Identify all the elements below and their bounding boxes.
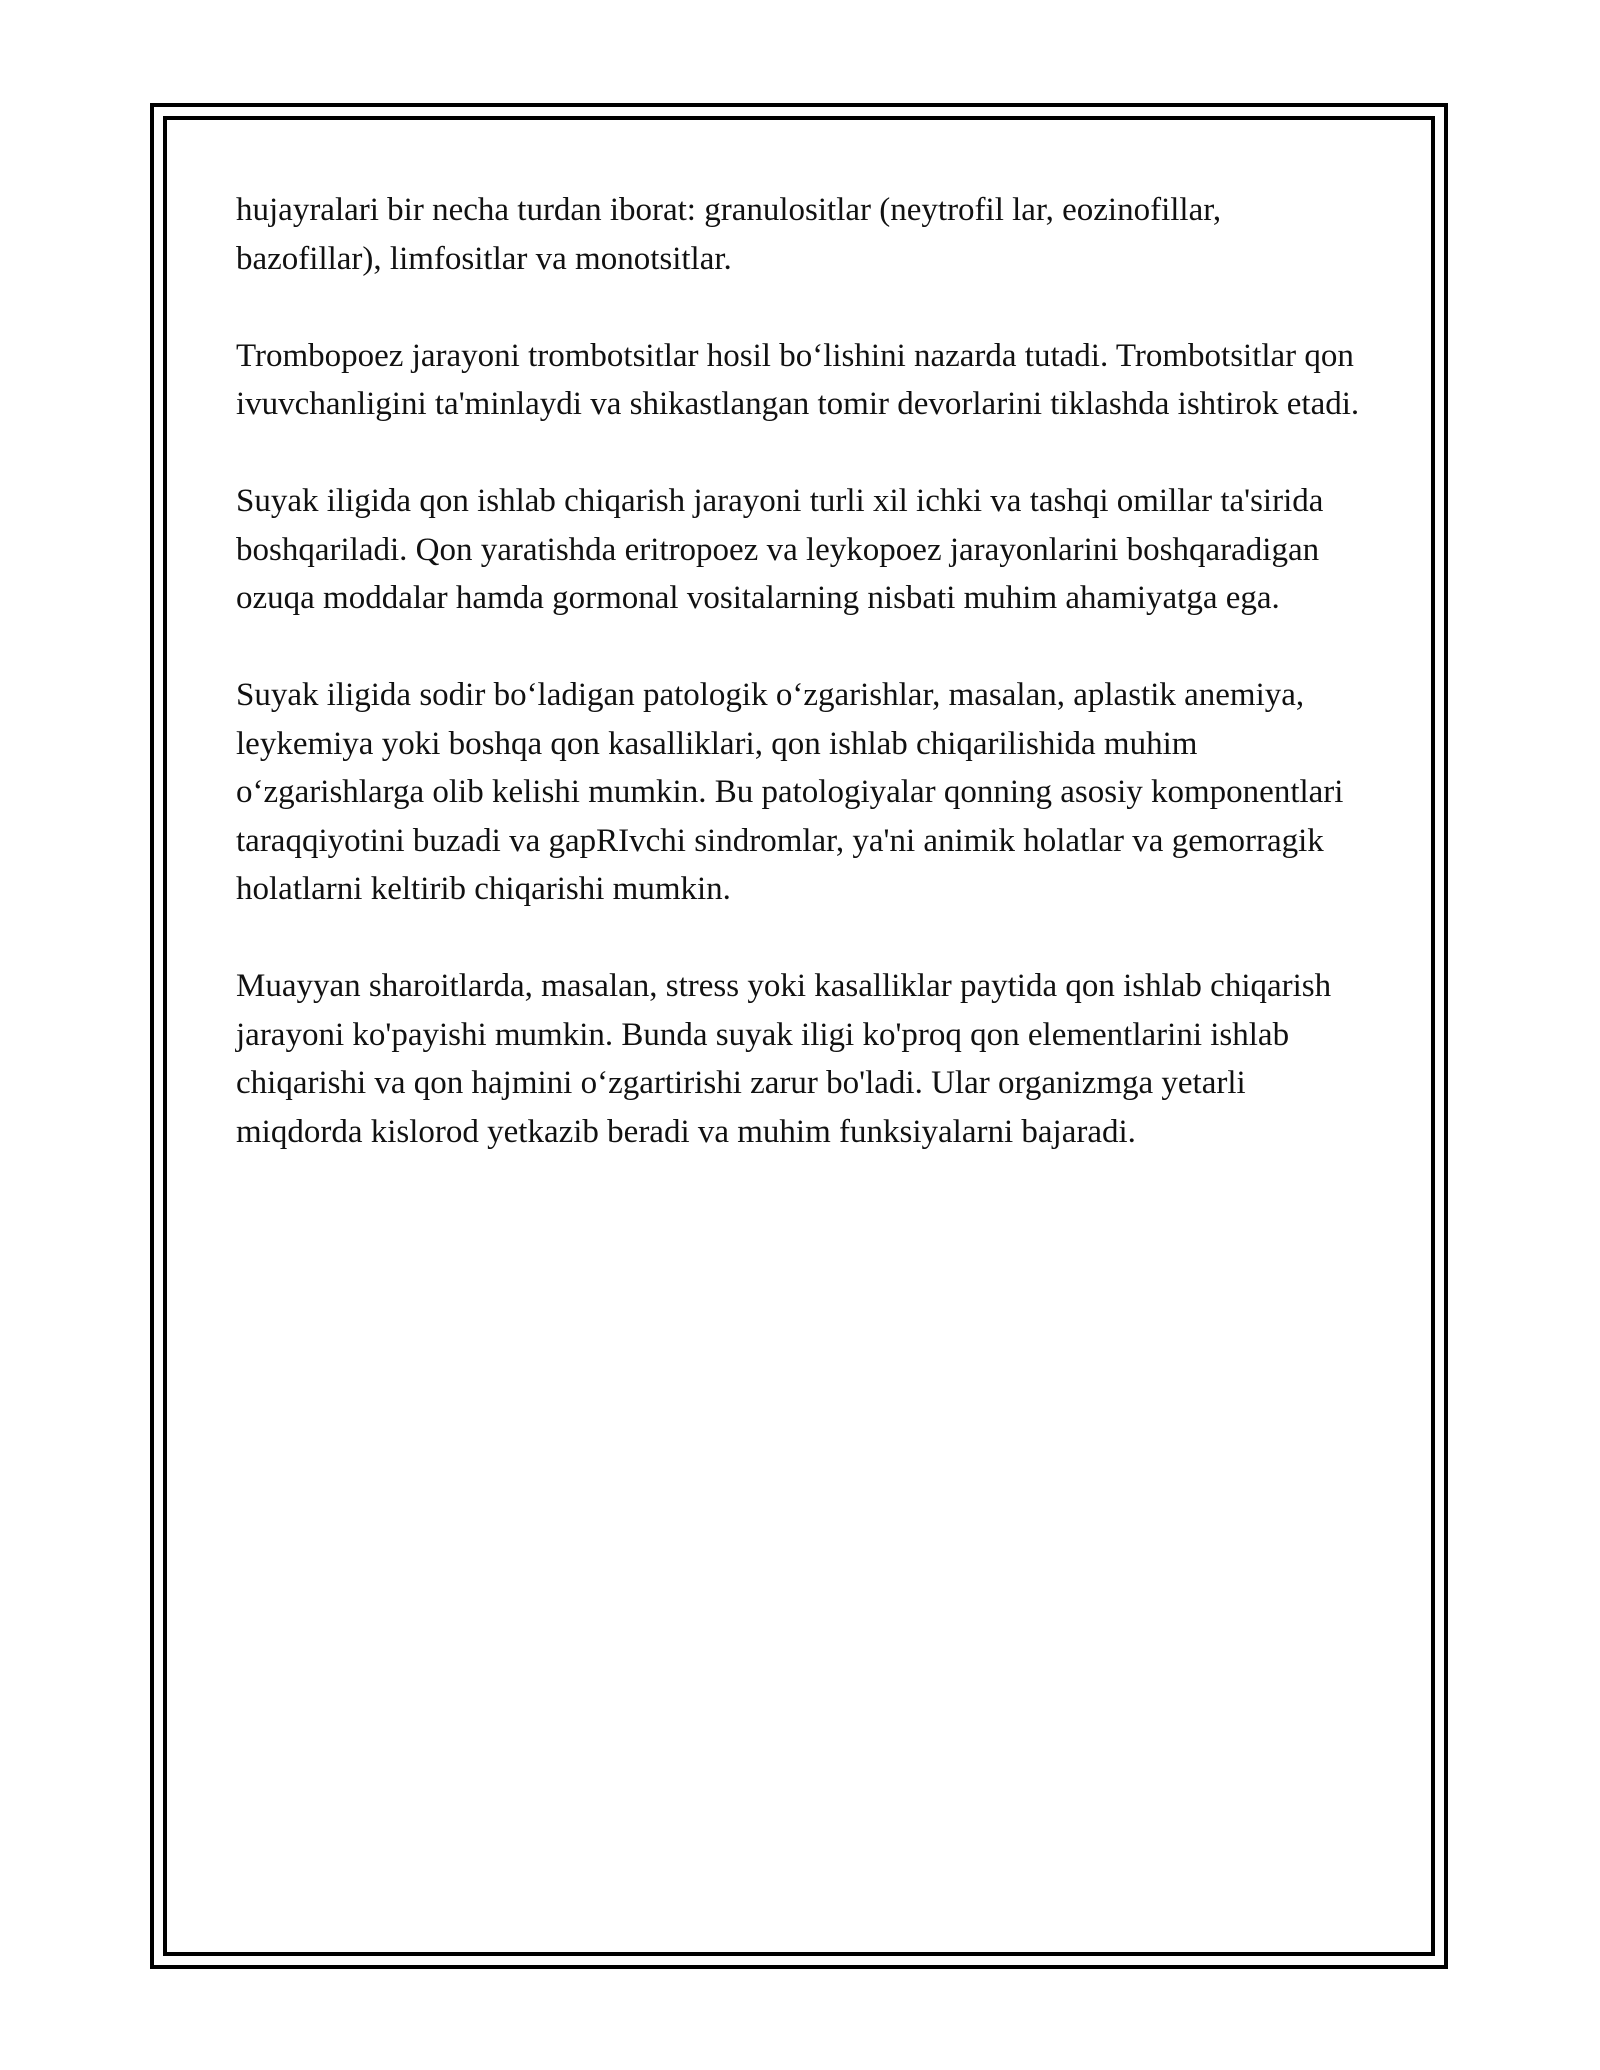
document-body <box>236 186 1366 1156</box>
paragraph-stress-conditions: Muayyan sharoitlarda, masalan, stress yoki kasalliklar paytida qon ishlab chiqarish jarayoni ko'payishi mumkin. Bunda suyak iligi ko'proq qon elementlarini ishlab chiqarishi va qon hajmini o‘zgartirishi zarur bo'ladi. Ular organizmga yetarli miqdorda kislorod yetkazib beradi va muhim funksiyalarni bajaradi. <box>236 968 1332 1150</box>
paragraph-thrombopoiesis: Trombopoez jarayoni trombotsitlar hosil bo‘lishini nazarda tutadi. Trombotsitlar qon ivuvchanligini ta'minlaydi va shikastlangan tomir devorlarini tiklashda ishtirok etadi. <box>236 337 1360 422</box>
paragraph-white-cell-types: hujayralari bir necha turdan iborat: granulositlar (neytrofil lar, eozinofillar, bazofillar), limfositlar va monotsitlar. <box>236 192 1222 277</box>
paragraph-regulation: Suyak iligida qon ishlab chiqarish jarayoni turli xil ichki va tashqi omillar ta'sirida boshqariladi. Qon yaratishda eritropoez va leykopoez jarayonlarini boshqaradigan ozuqa moddalar hamda gormonal vositalarning nisbati muhim ahamiyatga ega. <box>236 483 1324 616</box>
paragraph-pathology: Suyak iligida sodir bo‘ladigan patologik o‘zgarishlar, masalan, aplastik anemiya, leykemiya yoki boshqa qon kasalliklari, qon ishlab chiqarilishida muhim o‘zgarishlarga olib kelishi mumkin. Bu patologiyalar qonning asosiy komponentlari taraqqiyotini buzadi va gapRIvchi sindromlar, ya'ni animik holatlar va gemorragik holatlarni keltirib chiqarishi mumkin. <box>236 677 1344 907</box>
